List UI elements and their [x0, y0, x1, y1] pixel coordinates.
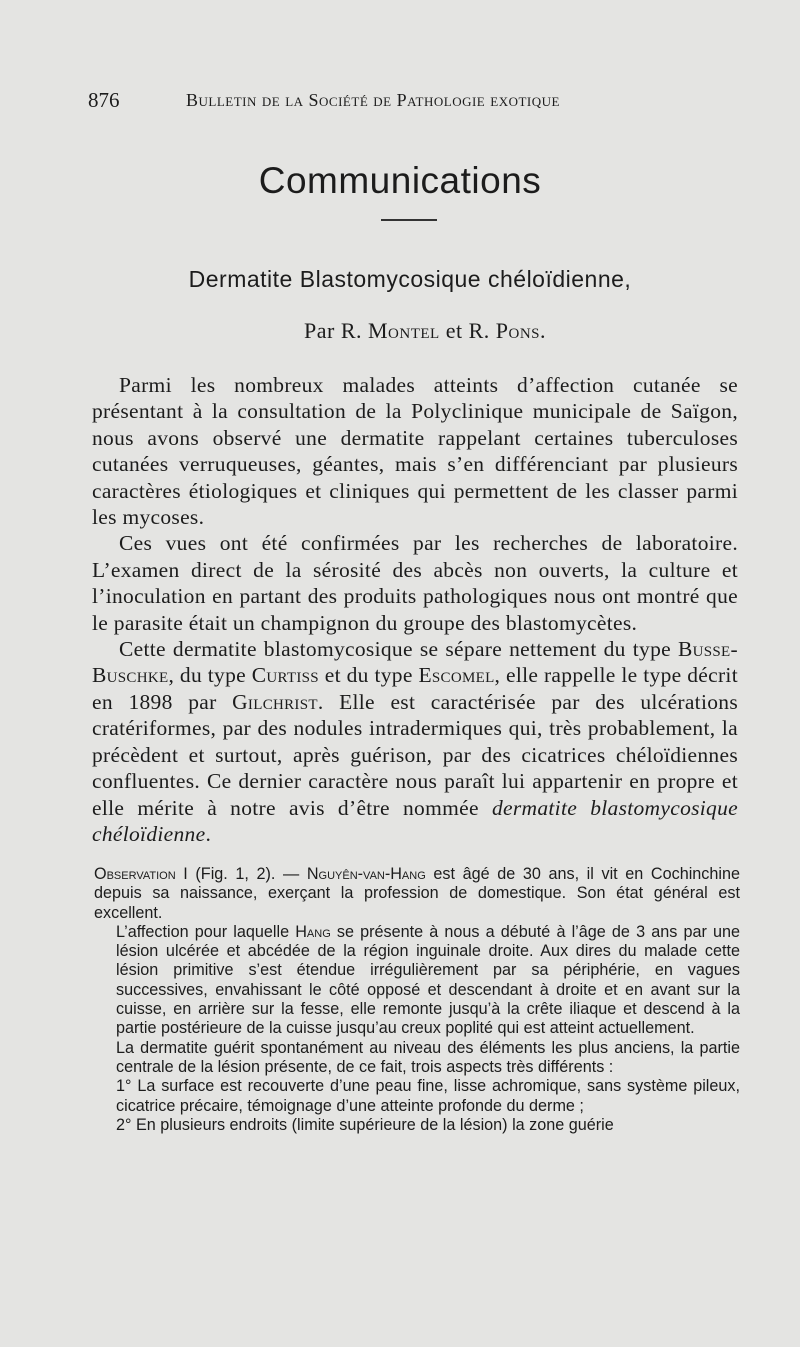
observation-4: 1° La surface est recouverte d’une peau fine, lisse achromique, sans système pileux, cicatrice précaire, témoignage d’une atteinte profonde du derme ; [116, 1077, 740, 1115]
paragraph-1: Parmi les nombreux malades atteints d’affection cutanée se présentant à la consultation de la Polyclinique municipale de Saïgon, nous avons observé une dermatite rappelant certaines tuberculoses cutanées verruqueuses, géantes, mais s’en différenciant par plusieurs caractères étiologiques et cliniques qui permettent de les classer parmi les mycoses. [92, 373, 738, 530]
p3-text-d: , elle rappelle le type décrit en 1898 par [92, 663, 738, 714]
observation-2-b: se présente à nous a débuté à l’âge de 3 ans par une lésion ulcérée et abcédée de la région inguinale droite. Aux dires du malade cette lésion primitive s’est étendue irrégulièrement par sa périphérie, en vagues successives, envahissant le côté opposé et descendant à droite et en avant sur la cuisse, en arrière sur la fesse, elle remonte jusqu’à la crête iliaque et descend à la partie postérieure de la cuisse jusqu’au creux poplité qui est atteint actuellement. [116, 922, 740, 1038]
journal-title: Bulletin de la Société de Pathologie exotique [186, 90, 560, 110]
observation-section [94, 865, 741, 1135]
name-busse-buschke: Busse-Buschke [92, 637, 738, 688]
patient-short-name: Hang [295, 922, 331, 941]
authors-prefix: Par [303, 318, 335, 343]
observation-2 [116, 923, 740, 1039]
observation-5: 2° En plusieurs endroits (limite supérieure de la lésion) la zone guérie [116, 1115, 614, 1134]
article-body [92, 372, 738, 847]
paragraph-2: Ces vues ont été confirmées par les recherches de laboratoire. L’examen direct de la sérosité des abcès non ouverts, la culture et l’inoculation en partant des produits pathologiques nous ont montré que le parasite était un champignon du groupe des blastomycètes. [92, 531, 738, 635]
p3-text-e: . Elle est caractérisée par des ulcérations cratériformes, par des nodules intradermiques qui, très probablement, la précèdent et surtout, après guérison, par des cicatrices chéloïdiennes confluentes. Ce dernier caractère nous paraît lui appartenir en propre et elle mérite à notre avis d’être nommée [92, 689, 738, 820]
p3-text-a: Cette dermatite blastomycosique se sépare nettement du type [119, 637, 671, 662]
disease-name-italic: dermatite blastomycosique chéloïdienne [92, 795, 739, 846]
observation-1 [94, 865, 740, 923]
observation-3: La dermatite guérit spontanément au niveau des éléments les plus anciens, la partie centrale de la lésion présente, de ce fait, trois aspects très différents : [116, 1038, 740, 1076]
observation-2-a: L’affection pour laquelle [116, 922, 290, 941]
title-divider [381, 219, 437, 221]
p3-end: . [205, 821, 212, 846]
page-number: 876 [88, 88, 120, 112]
section-title: Communications [258, 160, 542, 201]
name-curtiss: Curtiss [251, 663, 319, 688]
p3-text-c: et du type [324, 663, 413, 688]
patient-name: Nguyên-van-Hang [306, 865, 426, 883]
article-authors [0, 318, 800, 344]
name-gilchrist: Gilchrist [232, 689, 318, 714]
observation-number: I (Fig. 1, 2). — [183, 865, 300, 883]
article-title: Dermatite Blastomycosique chéloïdienne, [188, 266, 632, 292]
author-montel: R. Montel [340, 318, 440, 343]
name-escomel: Escomel [418, 663, 495, 688]
observation-label: Observation [94, 865, 176, 883]
p3-text-b: , du type [168, 663, 246, 688]
observation-1-text: est âgé de 30 ans, il vit en Cochinchine depuis sa naissance, exerçant la profession de domestique. Son état général est excellent. [94, 865, 741, 922]
authors-conj: et [445, 318, 463, 343]
running-header [88, 88, 748, 118]
paragraph-3 [92, 636, 738, 847]
author-pons: R. Pons. [468, 318, 547, 343]
